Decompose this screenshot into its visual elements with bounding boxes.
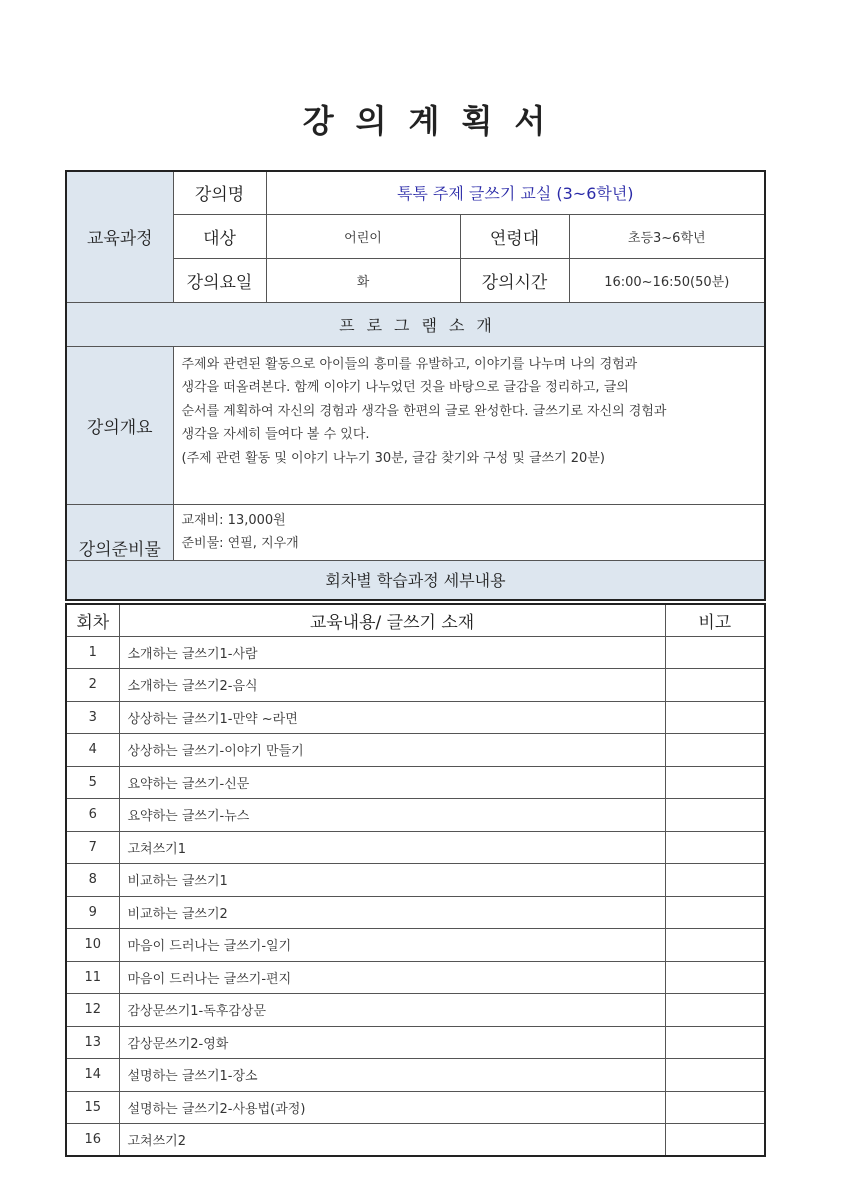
session-number: 11	[66, 961, 119, 994]
day-value: 화	[266, 258, 460, 302]
session-number: 7	[66, 831, 119, 864]
table-row	[66, 1124, 765, 1157]
session-number: 1	[66, 636, 119, 669]
session-content: 요약하는 글쓰기-뉴스	[119, 799, 665, 832]
session-content: 소개하는 글쓰기2-음식	[119, 669, 665, 702]
overview-line: 순서를 계획하여 자신의 경험과 생각을 한편의 글로 완성한다. 글쓰기로 자신의 경험과	[181, 403, 667, 419]
session-note	[665, 1124, 765, 1157]
session-number: 15	[66, 1091, 119, 1124]
table-row	[66, 1091, 765, 1124]
session-number: 5	[66, 766, 119, 799]
session-number: 10	[66, 929, 119, 962]
session-note	[665, 896, 765, 929]
prep-label: 강의준비물	[66, 504, 173, 560]
table-row	[66, 929, 765, 962]
course-info-table	[65, 170, 766, 601]
session-content: 마음이 드러나는 글쓰기-편지	[119, 961, 665, 994]
session-number: 14	[66, 1059, 119, 1092]
session-note	[665, 734, 765, 767]
session-note	[665, 831, 765, 864]
session-content: 설명하는 글쓰기2-사용법(과정)	[119, 1091, 665, 1124]
session-number: 12	[66, 994, 119, 1027]
session-note	[665, 994, 765, 1027]
session-content: 고쳐쓰기2	[119, 1124, 665, 1157]
age-value: 초등3~6학년	[569, 214, 765, 258]
session-number: 9	[66, 896, 119, 929]
overview-line: (주제 관련 활동 및 이야기 나누기 30분, 글감 찾기와 구성 및 글쓰기 20분)	[181, 450, 605, 466]
session-note	[665, 961, 765, 994]
session-number: 4	[66, 734, 119, 767]
table-row	[66, 961, 765, 994]
session-content: 비교하는 글쓰기2	[119, 896, 665, 929]
session-note	[665, 1026, 765, 1059]
session-note	[665, 766, 765, 799]
document-title: 강의계획서	[302, 102, 568, 140]
session-content: 요약하는 글쓰기-신문	[119, 766, 665, 799]
schedule-table	[65, 603, 766, 1157]
table-row	[66, 636, 765, 669]
course-name: 톡톡 주제 글쓰기 교실 (3~6학년)	[266, 171, 765, 214]
table-row	[66, 831, 765, 864]
course-name-label: 강의명	[173, 171, 266, 214]
session-note	[665, 669, 765, 702]
time-label: 강의시간	[460, 258, 569, 302]
day-label: 강의요일	[173, 258, 266, 302]
overview-line: 생각을 자세히 들여다 볼 수 있다.	[181, 427, 370, 442]
session-number: 6	[66, 799, 119, 832]
session-note	[665, 701, 765, 734]
session-note	[665, 1091, 765, 1124]
table-row	[66, 1026, 765, 1059]
col-session-header: 회차	[66, 604, 119, 636]
table-row	[66, 766, 765, 799]
prep-content	[173, 504, 765, 560]
target-value: 어린이	[266, 214, 460, 258]
session-content: 고쳐쓰기1	[119, 831, 665, 864]
session-note	[665, 929, 765, 962]
col-note-header: 비고	[665, 604, 765, 636]
overview-content	[173, 346, 765, 504]
session-content: 비교하는 글쓰기1	[119, 864, 665, 897]
table-row	[66, 994, 765, 1027]
table-row	[66, 701, 765, 734]
schedule-title: 회차별 학습과정 세부내용	[66, 560, 765, 600]
session-number: 8	[66, 864, 119, 897]
table-row	[66, 864, 765, 897]
prep-materials: 준비물: 연필, 지우개	[181, 535, 299, 551]
session-number: 13	[66, 1026, 119, 1059]
program-intro-header	[66, 302, 765, 346]
prep-fee: 교재비: 13,000원	[181, 512, 286, 528]
table-row	[66, 734, 765, 767]
overview-line: 주제와 관련된 활동으로 아이들의 흥미를 유발하고, 이야기를 나누며 나의 경험과	[181, 356, 638, 372]
overview-label: 강의개요	[66, 346, 173, 504]
table-row	[66, 669, 765, 702]
session-content: 감상문쓰기1-독후감상문	[119, 994, 665, 1027]
session-note	[665, 1059, 765, 1092]
session-note	[665, 799, 765, 832]
session-content: 감상문쓰기2-영화	[119, 1026, 665, 1059]
session-content: 상상하는 글쓰기1-만약 ~라면	[119, 701, 665, 734]
target-label: 대상	[173, 214, 266, 258]
session-note	[665, 636, 765, 669]
session-content: 설명하는 글쓰기1-장소	[119, 1059, 665, 1092]
age-label: 연령대	[460, 214, 569, 258]
session-number: 16	[66, 1124, 119, 1157]
table-row	[66, 799, 765, 832]
session-note	[665, 864, 765, 897]
table-row	[66, 1059, 765, 1092]
overview-line: 생각을 떠올려본다. 함께 이야기 나누었던 것을 바탕으로 글감을 정리하고, 글의	[181, 380, 629, 395]
time-value: 16:00~16:50(50분)	[569, 258, 765, 302]
table-row	[66, 896, 765, 929]
program-intro-text: 프로그램소개	[339, 315, 504, 335]
session-number: 3	[66, 701, 119, 734]
session-content: 소개하는 글쓰기1-사람	[119, 636, 665, 669]
session-content: 마음이 드러나는 글쓰기-일기	[119, 929, 665, 962]
col-content-header: 교육내용/ 글쓰기 소재	[119, 604, 665, 636]
session-number: 2	[66, 669, 119, 702]
session-content: 상상하는 글쓰기-이야기 만들기	[119, 734, 665, 767]
curriculum-label: 교육과정	[66, 171, 173, 302]
